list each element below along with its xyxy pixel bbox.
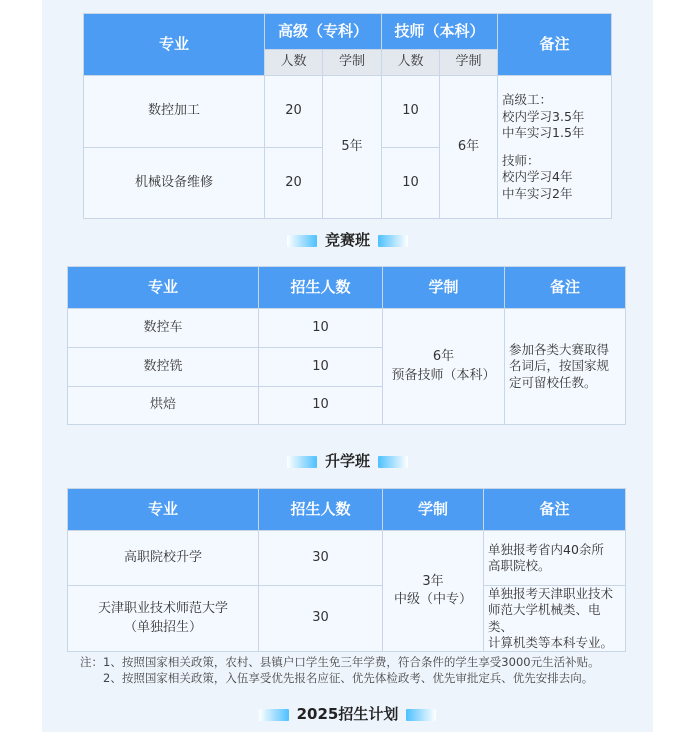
header-senior-count: 人数	[265, 50, 323, 76]
title-decor-bar	[378, 235, 408, 247]
table-row	[68, 586, 626, 652]
header-technician-count: 人数	[382, 50, 440, 76]
remark-line: 中车实习1.5年	[502, 124, 585, 140]
footnote-line: 2、按照国家相关政策，入伍享受优先报名应征、优先体检政考、优先审批定兵、优先安排去向。	[80, 671, 594, 685]
major-cell: 数控加工	[84, 76, 265, 148]
remark-line: 定可留校任教。	[509, 374, 597, 390]
major-cell: 数控铣	[68, 348, 259, 387]
table-row	[68, 531, 626, 586]
section-title-text: 升学班	[324, 452, 370, 470]
duration-line: 中级（中专）	[393, 592, 472, 607]
count-cell: 10	[382, 148, 440, 219]
section-title-competition	[42, 229, 653, 250]
footnote-line: 注：1、按照国家相关政策，农村、县镇户口学生免三年学费，符合条件的学生享受3000元生活补贴。	[80, 655, 600, 669]
footnotes	[80, 654, 640, 686]
major-cell	[68, 586, 259, 652]
remark-cell	[505, 309, 626, 425]
remark-line: 技师：	[502, 153, 540, 168]
remark-spacer	[502, 141, 607, 153]
major-line: 天津职业技术师范大学	[97, 601, 228, 617]
title-decor-bar	[378, 456, 408, 468]
duration-line: 3年	[422, 573, 444, 589]
header-senior-group: 高级（专科）	[265, 14, 382, 50]
table-competition-class	[67, 266, 626, 425]
duration-line: 6年	[432, 349, 455, 365]
section-title-further-study	[42, 450, 653, 471]
header-enrollment: 招生人数	[259, 267, 383, 309]
section-title-text: 竞赛班	[324, 231, 370, 249]
enrollment-cell: 30	[259, 586, 383, 652]
title-decor-bar	[406, 709, 436, 721]
remark-line: 高级工：	[502, 92, 553, 108]
count-cell: 20	[265, 148, 323, 219]
major-line: （单独招生）	[123, 619, 202, 635]
header-technician-group: 技师（本科）	[382, 14, 498, 50]
header-duration: 学制	[383, 267, 505, 309]
header-major: 专业	[84, 14, 265, 76]
count-cell: 20	[265, 76, 323, 148]
technician-duration-cell: 6年	[440, 76, 498, 219]
table-advanced-classes	[83, 13, 612, 219]
remark-line: 单独报考天津职业技术	[488, 586, 614, 601]
table-row	[84, 76, 612, 148]
header-remark: 备注	[505, 267, 626, 309]
header-senior-duration: 学制	[323, 50, 382, 76]
remark-line: 计算机类等本科专业。	[488, 634, 614, 650]
remark-line: 中车实习2年	[502, 185, 573, 201]
duration-cell	[383, 309, 505, 425]
header-enrollment: 招生人数	[259, 489, 383, 531]
enrollment-cell: 30	[259, 531, 383, 586]
major-cell: 数控车	[68, 309, 259, 348]
remark-cell	[498, 76, 612, 219]
remark-cell	[484, 586, 626, 652]
remark-line: 校内学习4年	[502, 169, 573, 185]
major-cell	[68, 531, 259, 586]
remark-line: 参加各类大赛取得	[509, 342, 610, 358]
remark-line: 单独报考省内40余所	[488, 541, 604, 557]
section-title-text: 2025招生计划	[296, 705, 399, 723]
header-major: 专业	[68, 267, 259, 309]
duration-cell	[383, 531, 484, 652]
senior-duration-cell: 5年	[323, 76, 382, 219]
title-decor-bar	[287, 456, 317, 468]
major-cell: 机械设备维修	[84, 148, 265, 219]
enrollment-cell: 10	[259, 309, 383, 348]
remark-line: 校内学习3.5年	[502, 108, 585, 124]
table-further-study-class	[67, 488, 626, 652]
section-title-enrollment-plan	[42, 703, 653, 724]
header-technician-duration: 学制	[440, 50, 498, 76]
enrollment-cell: 10	[259, 387, 383, 425]
count-cell: 10	[382, 76, 440, 148]
remark-line: 高职院校。	[488, 558, 551, 573]
major-cell: 烘焙	[68, 387, 259, 425]
enrollment-cell: 10	[259, 348, 383, 387]
header-duration: 学制	[383, 489, 484, 531]
header-remark: 备注	[498, 14, 612, 76]
major-line: 高职院校升学	[123, 549, 202, 565]
duration-line: 预备技师（本科）	[391, 367, 496, 383]
header-major: 专业	[68, 489, 259, 531]
title-decor-bar	[287, 235, 317, 247]
remark-line: 师范大学机械类、电类、	[488, 602, 601, 634]
table-row	[68, 309, 626, 348]
remark-line: 名词后，按国家规	[509, 358, 610, 374]
remark-cell	[484, 531, 626, 586]
header-remark: 备注	[484, 489, 626, 531]
title-decor-bar	[259, 709, 289, 721]
